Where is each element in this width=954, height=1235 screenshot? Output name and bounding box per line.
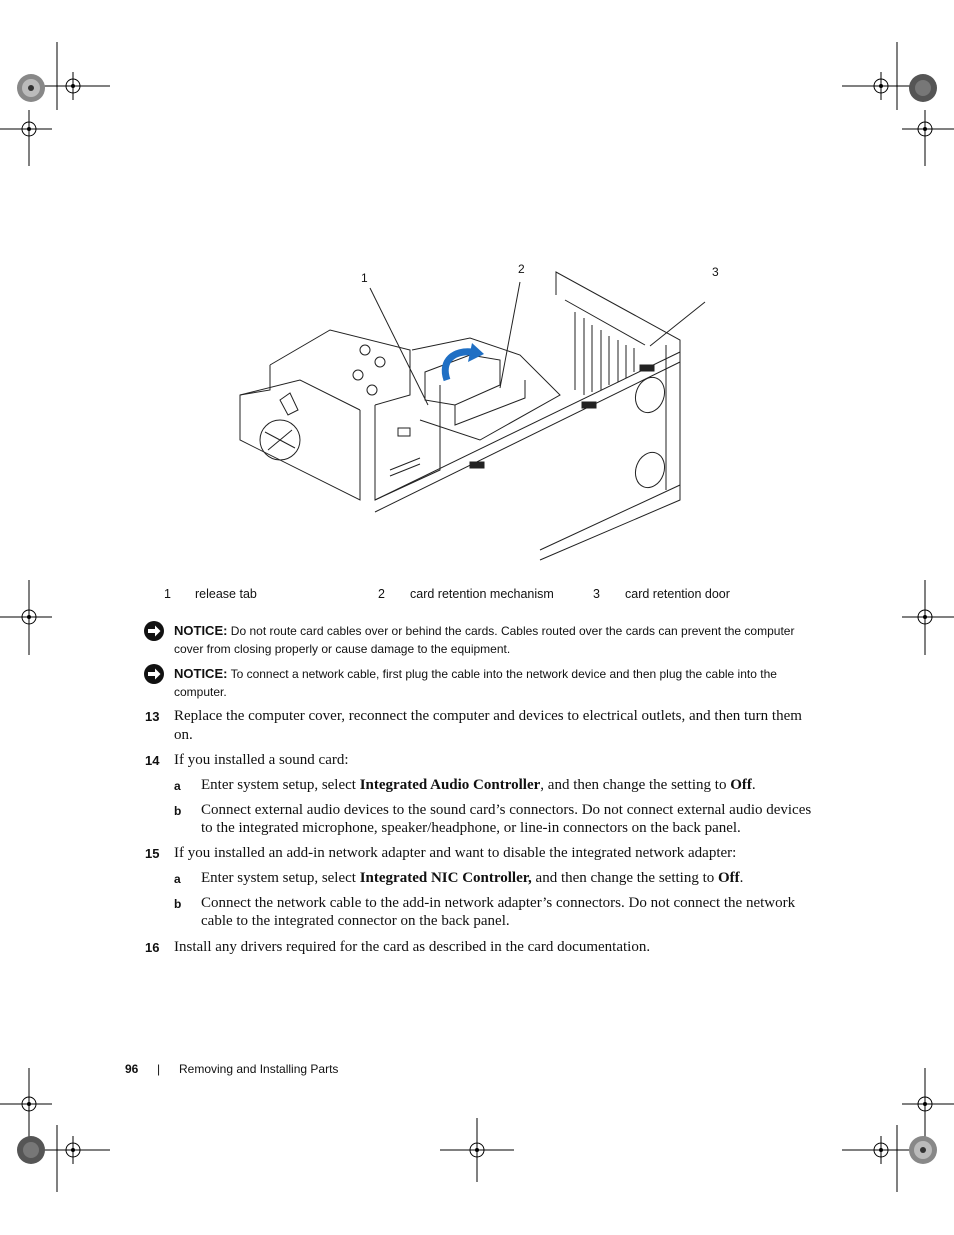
text-segment: Enter system setup, select (201, 777, 360, 793)
callout-3-number: 3 (712, 265, 719, 279)
legend-label-3: card retention door (625, 587, 730, 601)
page-number: 96 (125, 1062, 139, 1076)
step-14-number: 14 (145, 753, 160, 768)
notice-label: NOTICE: (174, 623, 228, 638)
setting-value: Off (718, 870, 740, 886)
footer-separator: | (157, 1062, 161, 1076)
step-15b-text: Connect the network cable to the add-in network adapter’s connectors. Do not connect the network cable to the integrated connector on the back panel. (201, 895, 796, 929)
callout-1-number: 1 (361, 271, 368, 285)
step-15-text: If you installed an add-in network adapter and want to disable the integrated network adapter: (174, 845, 737, 861)
step-15-number: 15 (145, 846, 160, 861)
legend-num-3: 3 (593, 587, 600, 601)
text-segment: Enter system setup, select (201, 870, 360, 886)
step-13-number: 13 (145, 709, 160, 724)
step-14a-letter: a (174, 779, 181, 793)
notice-label: NOTICE: (174, 666, 228, 681)
step-13-text: Replace the computer cover, reconnect the computer and devices to electrical outlets, and then turn them on. (174, 708, 802, 743)
step-16-number: 16 (145, 940, 160, 955)
step-14b-text: Connect external audio devices to the sound card’s connectors. Do not connect external audio devices to the integrated microphone, speaker/headphone, or line-in connectors on the back panel. (201, 802, 812, 836)
notice-text: Do not route card cables over or behind the cards. Cables routed over the cards can prevent the computer cover from closing properly or cause damage to the equipment. (174, 624, 795, 656)
notice-text: To connect a network cable, first plug the cable into the network device and then plug the cable into the computer. (174, 667, 777, 699)
callout-1-leader (370, 288, 428, 405)
legend-label-1: release tab (195, 587, 257, 601)
step-14a-text (201, 776, 826, 794)
notice-cables (174, 622, 824, 658)
step-15a-letter: a (174, 872, 181, 886)
setting-value: Off (730, 777, 752, 793)
text-segment: . (739, 870, 744, 886)
notice-icon (143, 663, 165, 685)
legend-num-1: 1 (164, 587, 171, 601)
callout-2-number: 2 (518, 262, 525, 276)
legend-num-2: 2 (378, 587, 385, 601)
step-14b-letter: b (174, 804, 182, 818)
callout-3-leader (650, 302, 705, 346)
step-15b-letter: b (174, 897, 182, 911)
setting-name: Integrated NIC Controller, (359, 870, 532, 886)
step-14-text: If you installed a sound card: (174, 752, 349, 768)
callout-2-leader (500, 282, 520, 388)
step-16-text: Install any drivers required for the card as described in the card documentation. (174, 939, 651, 955)
legend-label-2: card retention mechanism (410, 587, 554, 601)
footer-section-title: Removing and Installing Parts (179, 1062, 339, 1076)
notice-icon (143, 620, 165, 642)
notice-network (174, 665, 824, 701)
text-segment: . (751, 777, 756, 793)
setting-name: Integrated Audio Controller (359, 777, 541, 793)
text-segment: , and then change the setting to (540, 777, 731, 793)
text-segment: and then change the setting to (531, 870, 718, 886)
step-15a-text (201, 869, 826, 887)
